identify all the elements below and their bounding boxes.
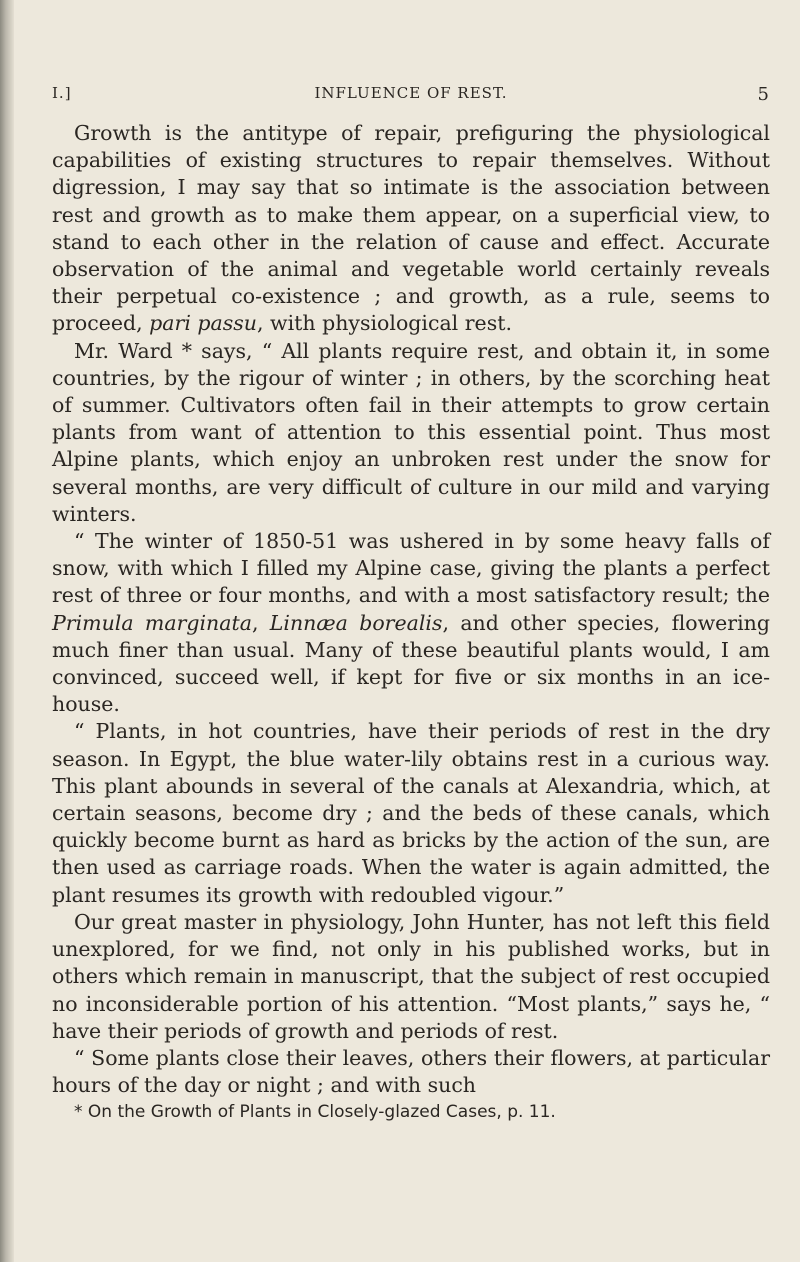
paragraph-p6: [52, 1045, 770, 1099]
paragraph-p1: [52, 120, 770, 338]
text-run: , and other species, flowering much finer than usual. Many of these beautiful plants would, I am convinced, succeed well, if kept for five or six months in an ice-house.: [52, 610, 770, 717]
body-text: [52, 120, 770, 1099]
italic-text: Linnæa borealis: [269, 610, 443, 635]
book-page: [52, 84, 770, 1123]
text-run: “ The winter of 1850-51 was ushered in by some heavy falls of snow, with which I filled my Alpine case, giving the plants a perfect rest of three or four months, and with a most satisfactory result; the: [52, 529, 770, 608]
italic-text: Primula marginata: [52, 610, 252, 635]
footnote: * On the Growth of Plants in Closely-glazed Cases, p. 11.: [74, 1102, 556, 1123]
text-run: ,: [251, 610, 270, 635]
paragraph-p2: [52, 338, 770, 528]
running-title: INFLUENCE OF REST.: [314, 84, 508, 102]
paragraph-p3: [52, 528, 770, 718]
paragraph-p4: [52, 718, 770, 908]
chapter-marker: I.]: [52, 84, 72, 102]
running-head: [52, 84, 770, 114]
italic-text: pari passu: [149, 311, 257, 336]
paragraph-p5: [52, 909, 770, 1045]
text-run: “ Some plants close their leaves, others their flowers, at particular hours of the day or night ; and with such: [52, 1045, 770, 1098]
text-run: Mr. Ward * says, “ All plants require rest, and obtain it, in some countries, by the rigour of winter ; in others, by the scorching heat of summer. Cultivators often fail in their attempts to grow certain plants from want of attention to this essential point. Thus most Alpine plants, which enjoy an unbroken rest under the snow for several months, are very difficult of culture in our mild and varying winters.: [52, 338, 770, 526]
text-run: “ Plants, in hot countries, have their periods of rest in the dry season. In Egypt, the blue water-lily obtains rest in a curious way. This plant abounds in several of the canals at Alexandria, which, at certain seasons, become dry ; and the beds of these canals, which quickly become burnt as hard as bricks by the action of the sun, are then used as carriage roads. When the water is again admitted, the plant resumes its growth with redoubled vigour.”: [52, 719, 770, 907]
text-run: Our great master in physiology, John Hunter, has not left this field unexplored, for we find, not only in his published works, but in others which remain in manuscript, that the subject of rest occupied no inconsiderable portion of his attention. “Most plants,” says he, “ have their periods of growth and periods of rest.: [52, 909, 770, 1043]
page-binding-edge: [0, 0, 14, 1262]
page-number: 5: [757, 84, 770, 105]
text-run: , with physiological rest.: [256, 311, 512, 336]
text-run: Growth is the antitype of repair, prefiguring the physiological capabilities of existing structures to repair themselves. Without digression, I may say that so intimate is the association between rest and growth as to make them appear, on a superficial view, to stand to each other in the relation of cause and effect. Accurate observation of the animal and vegetable world certainly reveals their perpetual co-existence ; and growth, as a rule, seems to proceed,: [52, 121, 770, 336]
